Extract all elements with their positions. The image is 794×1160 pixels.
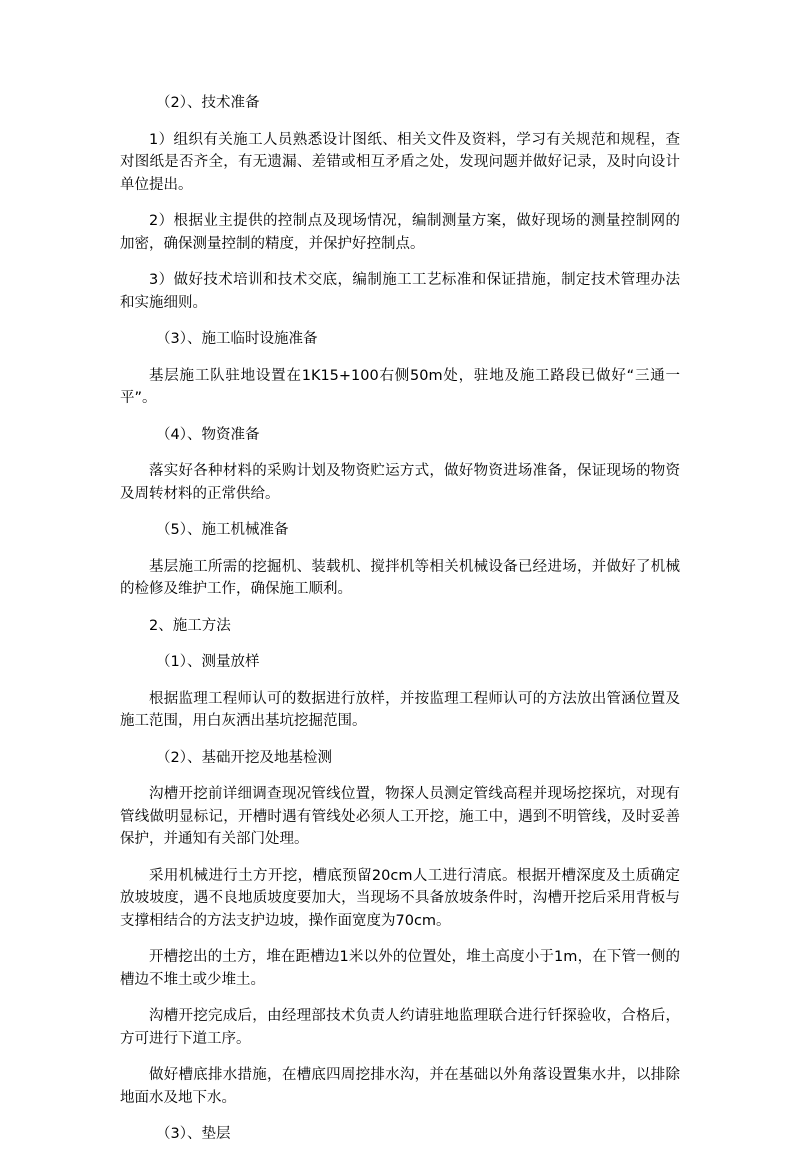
paragraph: 沟槽开挖前详细调查现况管线位置，物探人员测定管线高程并现场挖探坑，对现有管线做明显标记，开槽时遇有管线处必须人工开挖，施工中，遇到不明管线，及时妥善保护，并通知有关部门处理。 — [120, 786, 680, 847]
document-body — [120, 92, 680, 1160]
paragraph: 3）做好技术培训和技术交底，编制施工工艺标准和保证措施，制定技术管理办法和实施细则。 — [120, 272, 680, 311]
paragraph: 1）组织有关施工人员熟悉设计图纸、相关文件及资料，学习有关规范和规程，查对图纸是否齐全，有无遗漏、差错或相互矛盾之处，发现问题并做好记录，及时向设计单位提出。 — [120, 131, 680, 193]
section-heading-excavation: （2）、基础开挖及地基检测 — [156, 749, 332, 766]
section-heading-technical-prep: （2）、技术准备 — [156, 95, 260, 111]
paragraph: 基层施工队驻地设置在1K15+100右侧50m处，驻地及施工路段已做好“三通一平”。 — [120, 367, 680, 406]
paragraph: 2）根据业主提供的控制点及现场情况，编制测量方案，做好现场的测量控制网的加密，确保测量控制的精度，并保护好控制点。 — [120, 213, 680, 252]
paragraph: 开槽挖出的土方，堆在距槽边1米以外的位置处，堆土高度小于1m，在下管一侧的槽边不堆土或少堆土。 — [120, 949, 680, 988]
section-heading-survey-staking: （1）、测量放样 — [156, 654, 260, 670]
paragraph: 采用机械进行土方开挖，槽底预留20cm人工进行清底。根据开槽深度及土质确定放坡坡度，遇不良地质坡度要加大，当现场不具备放坡条件时，沟槽开挖后采用背板与支撑相结合的方法支护边坡，操作面宽度为70cm。 — [120, 867, 680, 929]
section-heading-temporary-facilities: （3）、施工临时设施准备 — [156, 331, 318, 347]
paragraph: 基层施工所需的挖掘机、装载机、搅拌机等相关机械设备已经进场，并做好了机械的检修及维护工作，确保施工顺利。 — [120, 558, 680, 597]
paragraph: 沟槽开挖完成后，由经理部技术负责人约请驻地监理联合进行钎探验收，合格后，方可进行下道工序。 — [120, 1008, 680, 1047]
section-heading-materials: （4）、物资准备 — [156, 426, 260, 443]
paragraph: 根据监理工程师认可的数据进行放样，并按监理工程师认可的方法放出管涵位置及施工范围，用白灰洒出基坑挖掘范围。 — [120, 690, 680, 729]
section-heading-construction-method: 2、施工方法 — [149, 617, 231, 634]
paragraph: 做好槽底排水措施，在槽底四周挖排水沟，并在基础以外角落设置集水井，以排除地面水及地下水。 — [120, 1067, 680, 1106]
section-heading-machinery: （5）、施工机械准备 — [156, 522, 289, 538]
section-heading-cushion: （3）、垫层 — [156, 1126, 231, 1142]
paragraph: 落实好各种材料的采购计划及物资贮运方式，做好物资进场准备，保证现场的物资及周转材料的正常供给。 — [120, 463, 680, 502]
